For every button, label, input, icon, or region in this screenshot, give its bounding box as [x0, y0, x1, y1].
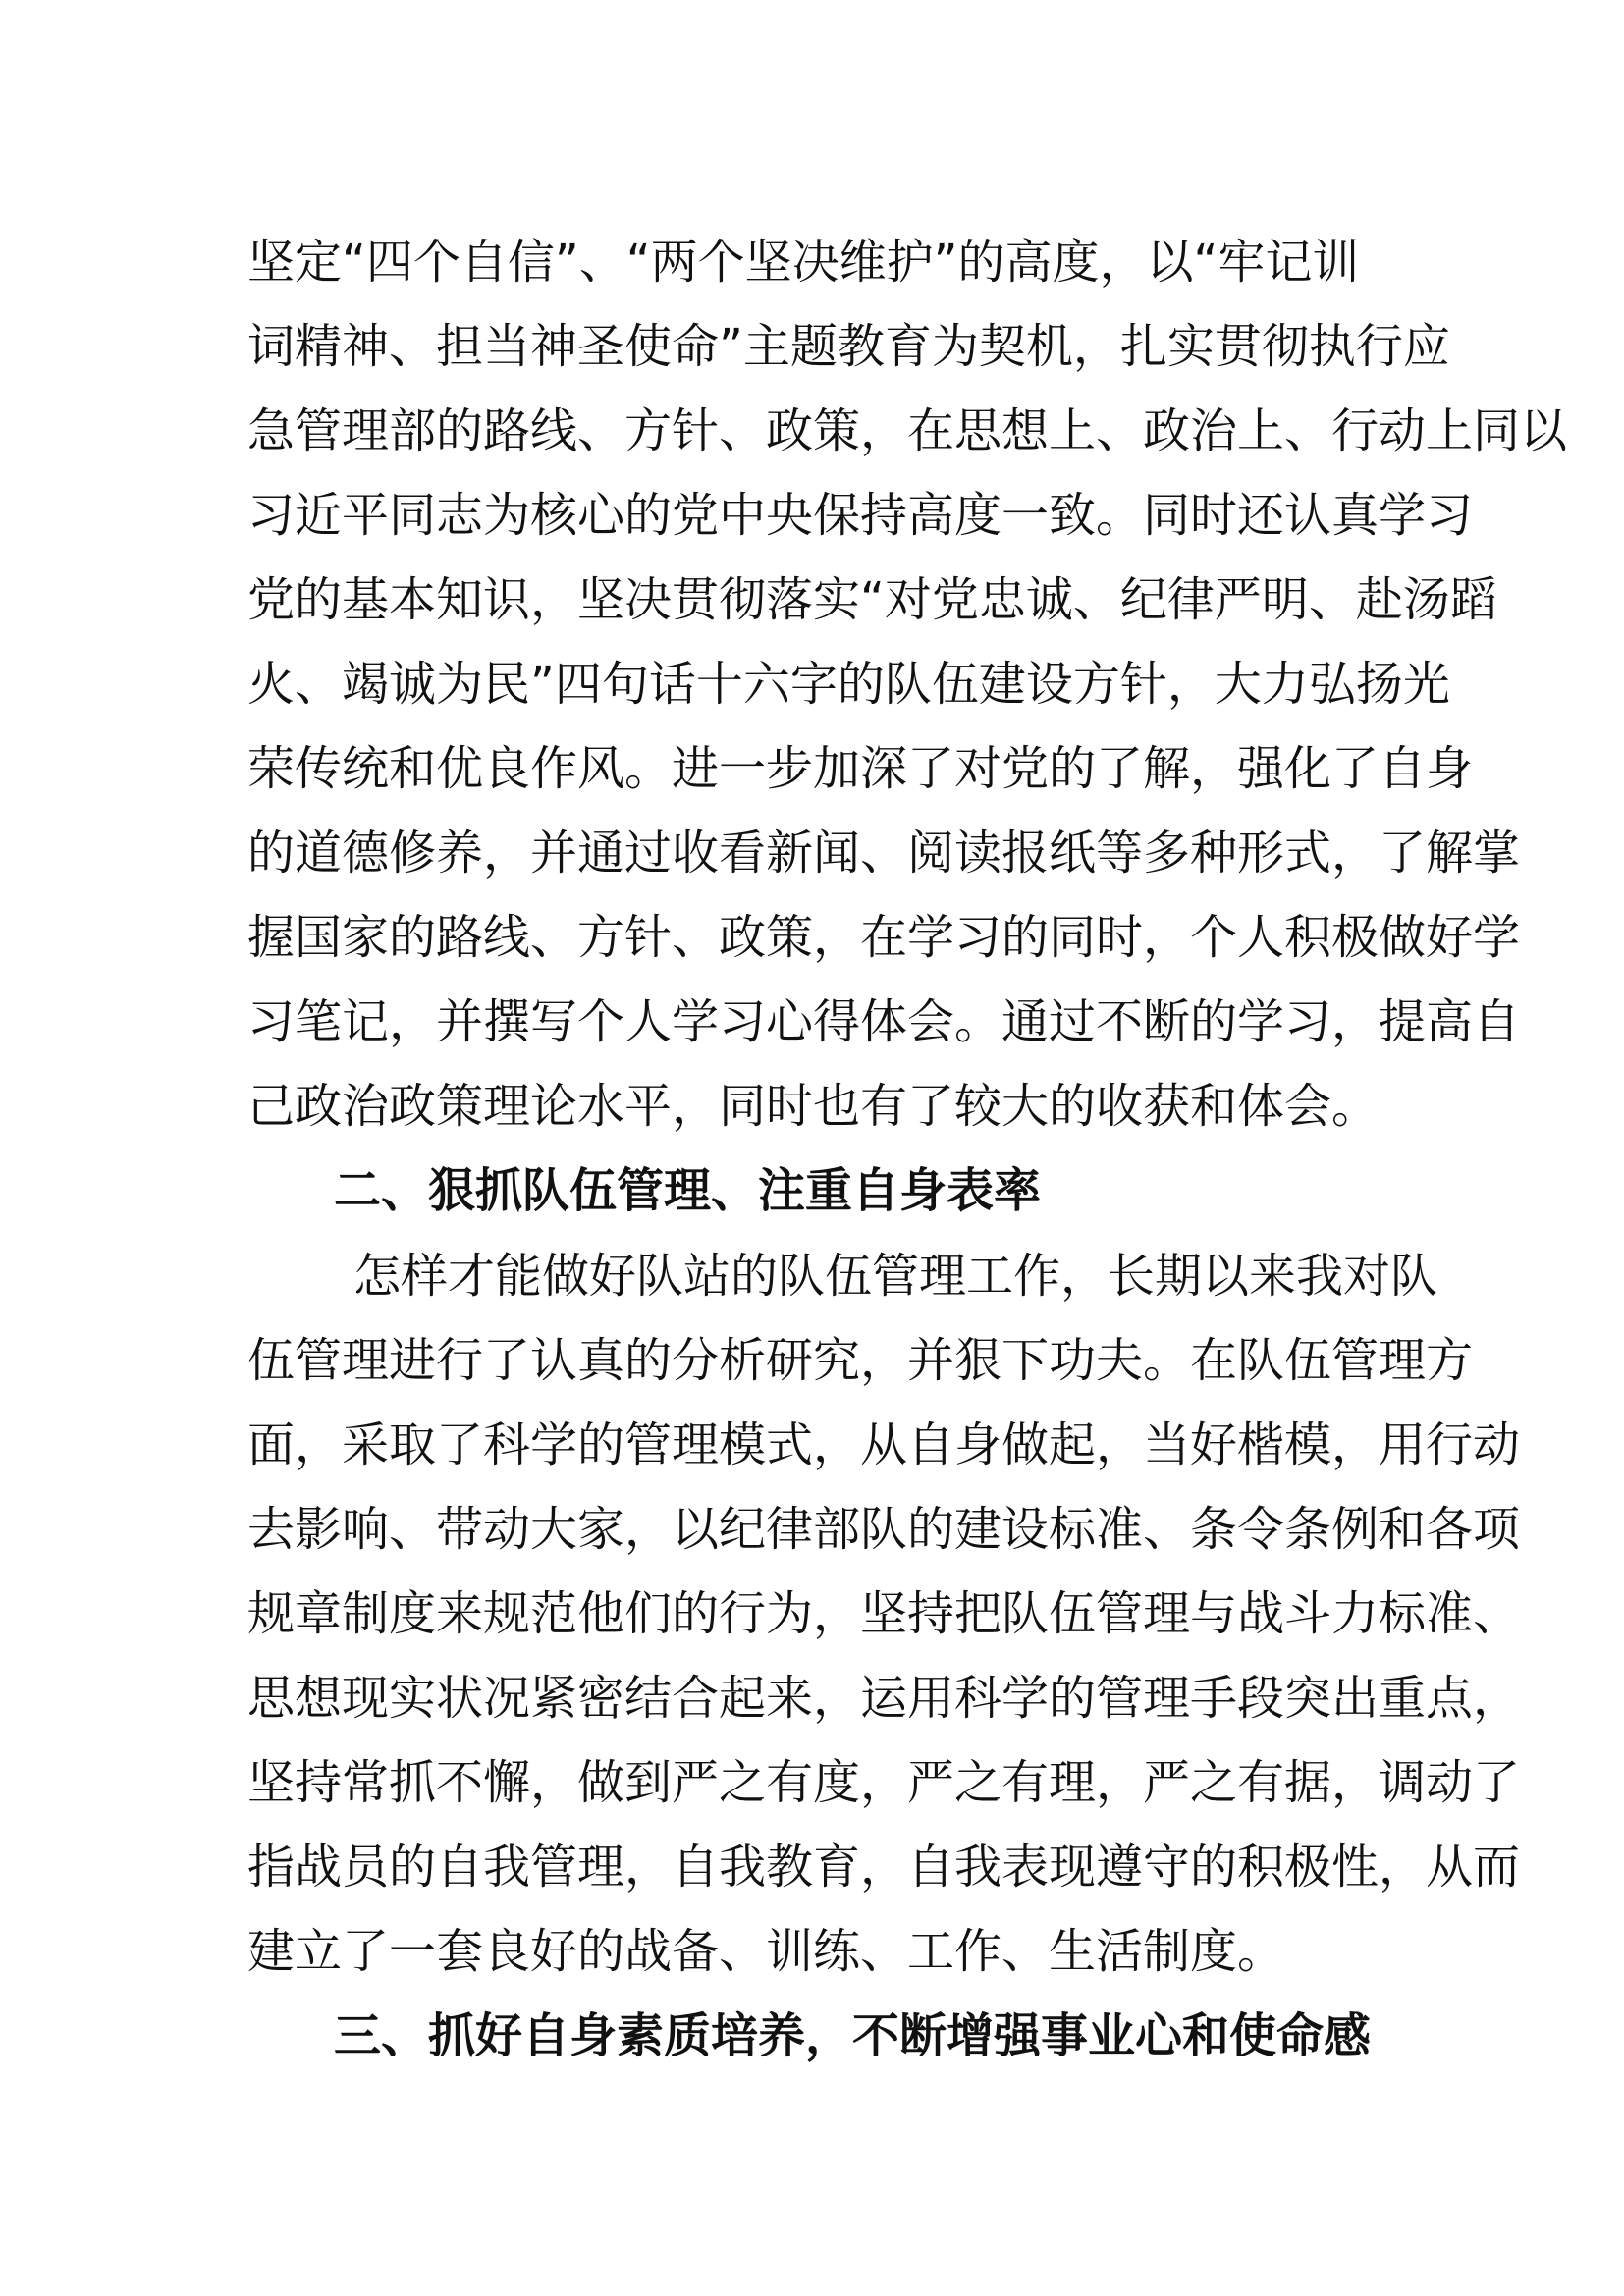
paragraph-line: 己政治政策理论水平，同时也有了较大的收获和体会。	[247, 1079, 1380, 1134]
paragraph-line: 去影响、带动大家，以纪律部队的建设标准、条令条例和各项	[247, 1502, 1521, 1557]
paragraph-line: 党的基本知识，坚决贯彻落实“对党忠诚、纪律严明、赴汤蹈	[247, 572, 1497, 627]
paragraph-line: 面，采取了科学的管理模式，从自身做起，当好楷模，用行动	[247, 1417, 1521, 1472]
paragraph-line: 词精神、担当神圣使命”主题教育为契机，扎实贯彻执行应	[247, 319, 1450, 374]
section-heading: 三、抓好自身素质培养，不断增强事业心和使命感	[334, 2008, 1372, 2063]
paragraph-line: 荣传统和优良作风。进一步加深了对党的了解，强化了自身	[247, 741, 1474, 796]
paragraph-line: 建立了一套良好的战备、训练、工作、生活制度。	[247, 1924, 1285, 1979]
paragraph-line: 的道德修养，并通过收看新闻、阅读报纸等多种形式，了解掌	[247, 826, 1521, 881]
paragraph-line: 坚定“四个自信”、“两个坚决维护”的高度，以“牢记训	[247, 235, 1360, 290]
paragraph-line: 怎样才能做好队站的队伍管理工作，长期以来我对队	[353, 1249, 1438, 1304]
paragraph-line: 火、竭诚为民”四句话十六字的队伍建设方针，大力弘扬光	[247, 657, 1450, 712]
paragraph-line: 急管理部的路线、方针、政策，在思想上、政治上、行动上同以	[247, 403, 1568, 458]
paragraph-line: 习笔记，并撰写个人学习心得体会。通过不断的学习，提高自	[247, 994, 1521, 1049]
paragraph-line: 伍管理进行了认真的分析研究，并狠下功夫。在队伍管理方	[247, 1333, 1474, 1388]
paragraph-line: 习近平同志为核心的党中央保持高度一致。同时还认真学习	[247, 488, 1474, 543]
paragraph-line: 规章制度来规范他们的行为，坚持把队伍管理与战斗力标准、	[247, 1586, 1521, 1641]
paragraph-line: 坚持常抓不懈，做到严之有度，严之有理，严之有据，调动了	[247, 1755, 1521, 1810]
paragraph-line: 思想现实状况紧密结合起来，运用科学的管理手段突出重点，	[247, 1671, 1521, 1726]
paragraph-line: 握国家的路线、方针、政策，在学习的同时，个人积极做好学	[247, 910, 1521, 965]
paragraph-line: 指战员的自我管理，自我教育，自我表现遵守的积极性，从而	[247, 1840, 1521, 1895]
section-heading: 二、狠抓队伍管理、注重自身表率	[334, 1163, 1042, 1218]
